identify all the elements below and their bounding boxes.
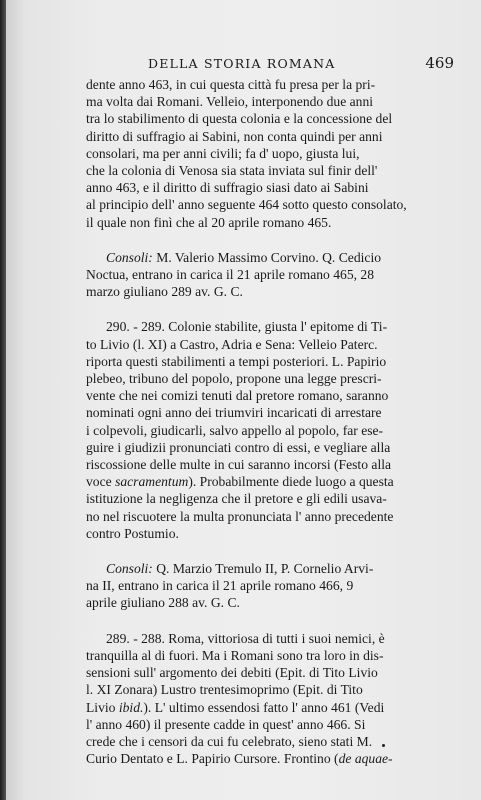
text-line: il quale non finì che al 20 aprile romano 465. <box>86 214 332 230</box>
text-line: l. XI Zonara) Lustro trentesimoprimo (Epit. di Tito <box>86 682 363 698</box>
text-line: tra lo stabilimento di questa colonia e la concessione del <box>86 111 393 127</box>
consoli-label: Consoli: <box>106 561 153 577</box>
spacer <box>86 612 446 630</box>
text-line <box>86 249 446 266</box>
text-line: l' anno 460) il presente cadde in quest' anno 466. Si <box>86 716 366 732</box>
text-line: Noctua, entrano in carica il 21 aprile romano 465, 28 <box>86 267 375 283</box>
text-line: i colpevoli, giudicarli, salvo appello al popolo, far ese- <box>86 422 384 438</box>
consoli-names: M. Valerio Massimo Corvino. Q. Cedicio <box>152 249 382 265</box>
running-title: DELLA STORIA ROMANA <box>148 56 336 71</box>
text-line: istituzione la negligenza che il pretore e gli edili usava- <box>86 491 387 507</box>
text-line: che la colonia di Venosa sia stata inviata sul finir dell' <box>86 163 378 179</box>
text-line: 289. - 288. Roma, vittoriosa di tutti i suoi nemici, è <box>106 630 385 646</box>
italic-term: sacramentum <box>115 474 189 490</box>
italic-term: ibid. <box>118 699 144 715</box>
text-line <box>86 560 446 577</box>
text-line <box>86 699 446 716</box>
text-line: crede che i censori da cui fu celebrato, sieno stati M. <box>86 733 373 749</box>
text-line: aprile giuliano 288 av. G. C. <box>86 595 240 611</box>
spacer <box>86 231 446 249</box>
text-line: vente che nei comizi tenuti dal pretore romano, saranno <box>86 388 389 404</box>
text-line: riporta questi stabilimenti a tempi posteriori. L. Papirio <box>86 353 387 369</box>
spacer <box>86 300 446 318</box>
consoli-paragraph-1 <box>86 249 446 301</box>
page-content <box>86 54 454 767</box>
paragraph-289-288 <box>86 630 446 768</box>
text-line: sensioni sull' argomento dei debiti (Epit. di Tito Livio <box>86 665 378 681</box>
text-line: al principio dell' anno seguente 464 sotto questo consolato, <box>86 197 407 213</box>
italic-term: de aquae- <box>338 751 393 767</box>
text-fragment: ). L' ultimo essendosi fatto l' anno 461 (Vedi <box>143 699 385 715</box>
page-number: 469 <box>425 54 454 72</box>
text-fragment: ). Probabilmente diede luogo a questa <box>188 474 394 490</box>
text-fragment: Curio Dentato e L. Papirio Cursore. Frontino ( <box>86 751 339 767</box>
text-line: to Livio (l. XI) a Castro, Adria e Sena: Velleio Paterc. <box>86 336 378 352</box>
text-line <box>86 750 446 767</box>
text-line: contro Postumio. <box>86 525 179 541</box>
spacer <box>86 542 446 560</box>
text-line: 290. - 289. Colonie stabilite, giusta l' epitome di Ti- <box>106 319 388 335</box>
text-line: no nel riscuotere la multa pronunciata l' anno precedente <box>86 508 394 524</box>
text-line: na II, entrano in carica il 21 aprile romano 466, 9 <box>86 578 354 594</box>
text-fragment: voce <box>86 474 116 490</box>
text-line: diritto di suffragio ai Sabini, non conta quindi per anni <box>86 128 383 144</box>
consoli-label: Consoli: <box>106 249 153 265</box>
text-fragment: Livio <box>86 699 119 715</box>
text-line: anno 463, e il diritto di suffragio siasi dato ai Sabini <box>86 180 369 196</box>
text-line: consolari, ma per anni civili; fa d' uopo, giusta lui, <box>86 145 360 161</box>
text-line: plebeo, tribuno del popolo, propone una legge prescri- <box>86 371 382 387</box>
text-line: riscossione delle multe in cui saranno incorsi (Festo alla <box>86 457 392 473</box>
book-page <box>6 0 481 800</box>
consoli-paragraph-2 <box>86 560 446 612</box>
text-line: ma volta dai Romani. Velleio, interponendo due anni <box>86 94 374 110</box>
text-line: dente anno 463, in cui questa città fu presa per la pri- <box>86 77 376 92</box>
text-line: nominati ogni anno dei triumviri incaricati di arrestare <box>86 405 382 421</box>
paragraph-1 <box>86 76 446 231</box>
paragraph-290-289 <box>86 318 446 542</box>
text-line: marzo giuliano 289 av. G. C. <box>86 284 243 300</box>
running-header <box>86 54 454 76</box>
text-line: tranquilla al di fuori. Ma i Romani sono tra loro in dis- <box>86 647 384 663</box>
ink-dot-mark <box>382 744 385 747</box>
text-line: guire i giudizii pronunciati contro di essi, e vegliare alla <box>86 439 391 455</box>
consoli-names: Q. Marzio Tremulo II, P. Cornelio Arvi- <box>152 561 374 577</box>
text-line <box>86 473 446 490</box>
